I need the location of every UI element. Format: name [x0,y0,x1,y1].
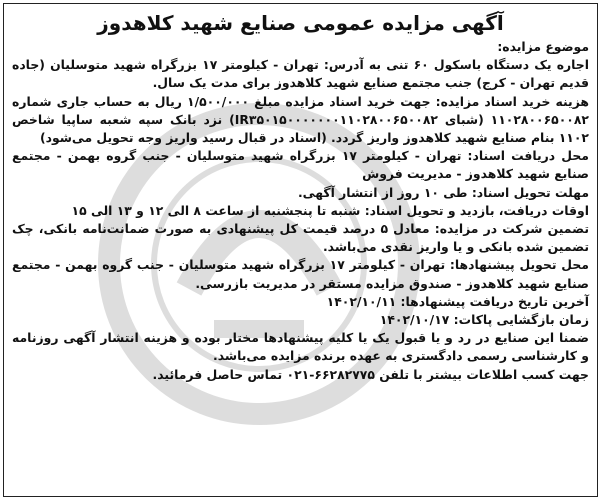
notice-content [4,38,597,384]
section-office-hours: اوقات دریافت، بازدید و تحویل اسناد: شنبه تا پنجشنبه از ساعت ۸ الی ۱۲ و ۱۳ الی ۱۵ [71,202,589,218]
section-guarantee: تضمین شرکت در مزایده: معادل ۵ درصد قیمت کل پیشنهادی به صورت ضمانت‌نامه بانکی، چک تضمین شده بانکی و یا واریز نقدی می‌باشد. [12,221,589,255]
section-bid-deadline: آخرین تاریخ دریافت پیشنهادها: ۱۴۰۲/۱۰/۱۱ [326,293,589,309]
section-bid-delivery: محل تحویل پیشنهادها: تهران - کیلومتر ۱۷ بزرگراه شهید متوسلیان - جنب گروه بهمن - مجتمع صنایع شهید کلاهدوز - صندوق مزایده مستقر در مدیریت بازرسی. [12,257,589,291]
section-document-pickup: محل دریافت اسناد: تهران - کیلومتر ۱۷ بزرگراه شهید متوسلیان - جنب گروه بهمن - مجتمع صنایع شهید کلاهدوز - مدیریت فروش [12,148,589,182]
section-opening-date: زمان بازگشایی پاکات: ۱۴۰۲/۱۰/۱۷ [379,312,589,328]
section-document-deadline: مهلت تحویل اسناد: طی ۱۰ روز از انتشار آگهی. [297,184,589,200]
auction-notice [3,3,598,497]
section-subject-text: اجاره یک دستگاه باسکول ۶۰ تنی به آدرس: تهران - کیلومتر ۱۷ بزرگراه شهید متوسلیان (جاده قدیم تهران - کرج) جنب مجتمع صنایع شهید کلاهدوز برای مدت یک سال. [12,57,589,91]
section-contact: جهت کسب اطلاعات بیشتر با تلفن ۶۶۲۸۲۷۷۵-۰۲۱ تماس حاصل فرمائید. [152,366,589,382]
section-disclaimer: ضمنا این صنایع در رد و یا قبول یک یا کلیه پیشنهادها مختار بوده و هزینه انتشار آگهی روزنامه و کارشناسی رسمی دادگستری به عهده برنده مزایده می‌باشد. [12,330,589,364]
notice-title: آگهی مزایده عمومی صنایع شهید کلاهدوز [97,11,504,35]
section-subject: موضوع مزایده: [497,39,589,54]
section-document-fee: هزینه خرید اسناد مزایده: جهت خرید اسناد مزایده مبلغ ۱/۵۰۰/۰۰۰ ریال به حساب جاری شماره ۱۱۰۲۸۰۰۶۵۰۰۸۲ (شبای IR۳۵۰۱۵۰۰۰۰۰۰۰۱۱۰۲۸۰۰۶۵۰۰۸۲) نزد بانک سپه شعبه ساپیا شاخص ۱۱۰۲ بنام صنایع شهید کلاهدوز واریز گردد. (اسناد در قبال رسید واریز وجه تحویل می‌شود) [12,93,590,146]
